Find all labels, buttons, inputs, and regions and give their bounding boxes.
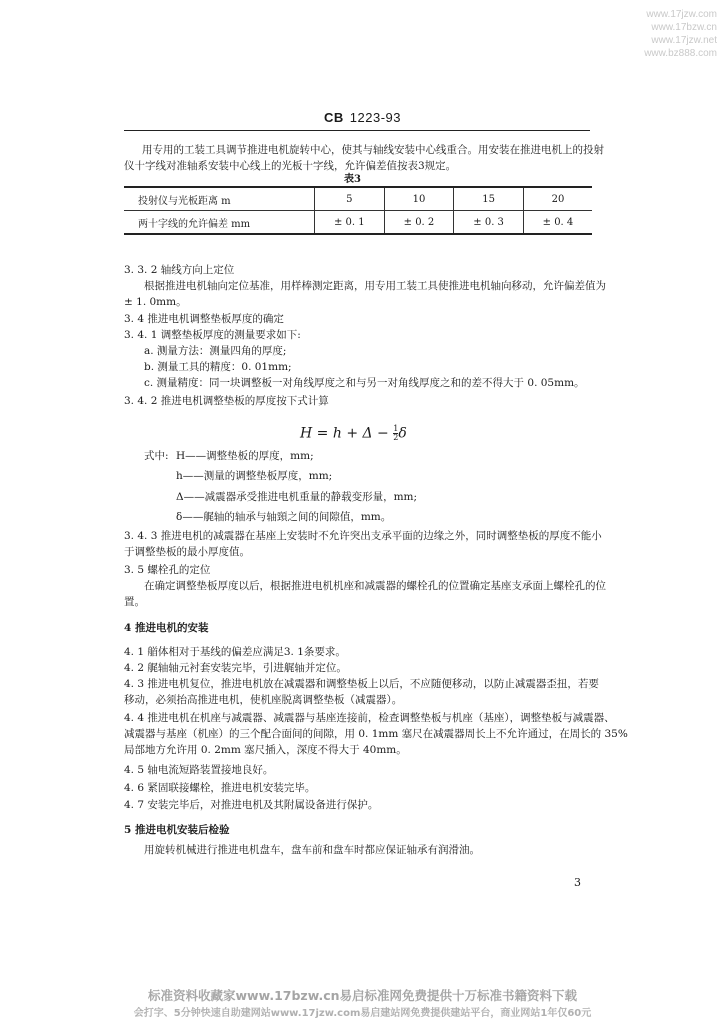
section-4-4-line-3: 局部地方允许用 0. 2mm 塞尺插入，深度不得大于 40mm。 [124, 744, 407, 756]
section-4-3-line-2: 移动，必须抬高推进电机，使机座脱离调整垫板（减震器）。 [124, 694, 403, 706]
section-5-line-1: 用旋转机械进行推进电机盘车，盘车前和盘车时都应保证轴承有润滑油。 [144, 844, 480, 856]
section-4-5: 4. 5 轴电流短路装置接地良好。 [124, 764, 274, 776]
section-4-3-line-1: 4. 3 推进电机复位，推进电机放在减震器和调整垫板上以后，不应随便移动，以防止减震器歪扭，若要 [124, 678, 599, 690]
section-3-4-1-item-a: a. 测量方法：测量四角的厚度; [144, 345, 287, 357]
formula-numerator: 1 [393, 424, 399, 433]
standard-header [0, 110, 725, 125]
table-cell: ± 0. 3 [454, 211, 524, 235]
watermark-line: www.17bzw.cn [651, 22, 717, 33]
section-4-1: 4. 1 艏体相对于基线的偏差应满足3. 1条要求。 [124, 646, 346, 658]
where-h: h——测量的调整垫板厚度，mm; [176, 470, 333, 482]
section-3-5-line-1: 在确定调整垫板厚度以后，根据推进电机机座和减震器的螺栓孔的位置确定基座支承面上螺栓孔的位 [144, 580, 606, 592]
table-row [124, 211, 592, 235]
footer-line-2: 会打字、5分钟快速自助建网站www.17jzw.com易启建站网免费提供建站平台，商业网站1年仅60元 [133, 1008, 592, 1019]
section-3-4-3-line-1: 3. 4. 3 推进电机的减震器在基座上安装时不允许突出支承平面的边缘之外，同时调整垫板的厚度不能小 [124, 530, 602, 542]
table-row [124, 187, 592, 211]
intro-line-1: 用专用的工装工具调节推进电机旋转中心，使其与轴线安装中心线重合。用安装在推进电机上的投射 [142, 144, 604, 156]
formula-denominator: 2 [393, 433, 399, 442]
table-cell: 10 [384, 187, 454, 211]
section-4-4-line-2: 减震器与基座（机座）的三个配合面间的间隙，用 0. 1mm 塞尺在减震器周长上不允许通过，在周长的 35% [124, 728, 628, 740]
footer-line-1: 标准资料收藏家www.17bzw.cn易启标准网免费提供十万标准书籍资料下载 [147, 988, 578, 1003]
table-cell: 20 [523, 187, 592, 211]
table-cell: ± 0. 2 [384, 211, 454, 235]
watermark-line: www.17jzw.com [646, 9, 717, 20]
where-lead: 式中: [144, 450, 169, 462]
section-3-3-2-title: 3. 3. 2 轴线方向上定位 [124, 264, 235, 276]
formula-rhs: = h + Δ − [316, 425, 389, 442]
section-3-4-1-title: 3. 4. 1 调整垫板厚度的测量要求如下: [124, 329, 301, 341]
table-cell: ± 0. 1 [315, 211, 385, 235]
where-H: H——调整垫板的厚度，mm; [176, 450, 314, 462]
table-row-label: 投射仪与光板距离 m [124, 187, 315, 211]
watermark-line: www.bz888.com [644, 48, 717, 59]
where-Delta: Δ——减震器承受推进电机重量的静载变形量，mm; [176, 491, 418, 503]
where-delta: δ——艉轴的轴承与轴頸之间的间隙值，mm。 [176, 511, 392, 523]
table-cell: 5 [315, 187, 385, 211]
section-3-4-1-item-b: b. 测量工具的精度：0. 01mm; [144, 361, 292, 373]
section-4-7: 4. 7 安装完毕后，对推进电机及其附属设备进行保护。 [124, 799, 379, 811]
section-3-4-1-item-c: c. 测量精度：同一块调整板一对角线厚度之和与另一对角线厚度之和的差不得大于 0. 05mm。 [144, 377, 585, 389]
section-3-5-line-2: 置。 [124, 596, 145, 608]
standard-number: 1223-93 [349, 110, 401, 125]
header-rule [124, 130, 590, 131]
section-3-3-2-line-1: 根据推进电机轴向定位基准，用样棒测定距离，用专用工装工具使推进电机轴向移动，允许偏差值为 [144, 280, 606, 292]
section-3-4-2-title: 3. 4. 2 推进电机调整垫板的厚度按下式计算 [124, 395, 329, 407]
page-number: 3 [574, 876, 581, 889]
table-row-label: 两十字线的允许偏差 mm [124, 211, 315, 235]
section-4-2: 4. 2 艉轴轴元衬套安装完毕，引进艉轴并定位。 [124, 662, 347, 674]
table-cell: ± 0. 4 [523, 211, 592, 235]
intro-line-2: 仪十字线对准轴系安装中心线上的光板十字线，允许偏差值按表3规定。 [124, 160, 457, 172]
section-3-4-3-line-2: 于调整垫板的最小厚度值。 [124, 546, 250, 558]
section-3-4-title: 3. 4 推进电机调整垫板厚度的确定 [124, 313, 284, 325]
table-3 [124, 186, 592, 235]
standard-code: CB [324, 110, 344, 125]
section-4-title: 4 推进电机的安装 [124, 622, 209, 634]
section-4-6: 4. 6 紧固联接螺栓，推进电机安装完毕。 [124, 782, 316, 794]
watermark [644, 8, 717, 60]
formula-tail: δ [398, 425, 407, 442]
formula [300, 425, 407, 442]
section-4-4-line-1: 4. 4 推进电机在机座与减震器、减震器与基座连接前，检查调整垫板与机座（基座），调整垫板与减震器、 [124, 712, 615, 724]
table-cell: 15 [454, 187, 524, 211]
section-3-3-2-line-2: ± 1. 0mm。 [124, 296, 187, 308]
watermark-line: www.17jzw.net [651, 35, 717, 46]
section-5-title: 5 推进电机安装后检验 [124, 824, 230, 836]
table-caption: 表3 [344, 174, 361, 185]
formula-lhs: H [300, 425, 313, 442]
section-3-5-title: 3. 5 螺栓孔的定位 [124, 564, 211, 576]
